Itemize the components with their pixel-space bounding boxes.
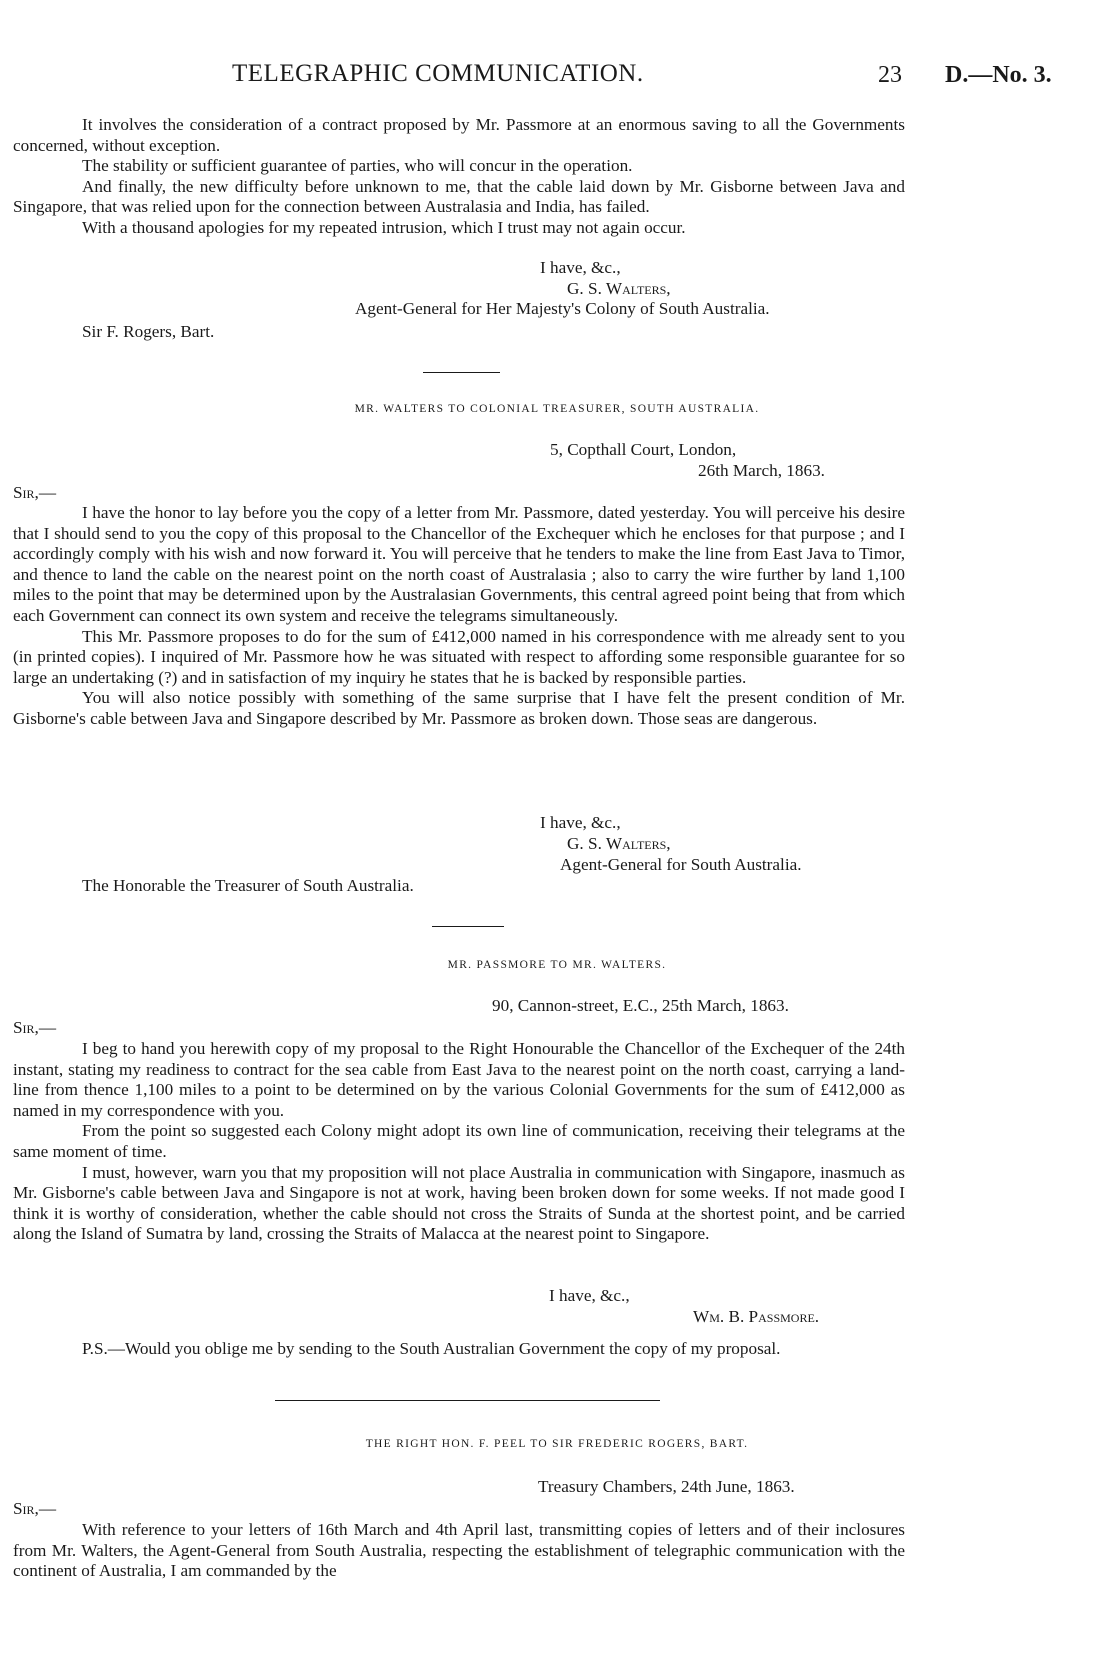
letter3-paragraph: From the point so suggested each Colony might adopt its own line of communication, receiving their telegrams at the same moment of time.	[13, 1121, 905, 1161]
letter2-signature-title: Agent-General for South Australia.	[560, 855, 802, 874]
letter3-paragraph: I beg to hand you herewith copy of my proposal to the Right Honourable the Chancellor of the Exchequer of the 24th instant, stating my readiness to contract for the sea cable from East Java to the nearest point on the north coast, carrying a land-line from thence 1,100 miles to a point to be determined on by the various Colonial Governments for the sum of £412,000 as named in my correspondence with you.	[13, 1039, 905, 1120]
letter1-addressee: Sir F. Rogers, Bart.	[82, 322, 215, 341]
letter1-signature-title: Agent-General for Her Majesty's Colony of South Australia.	[355, 299, 770, 318]
section-divider	[432, 926, 504, 927]
letter3-closing: I have, &c.,	[549, 1286, 630, 1305]
letter2-addressee: The Honorable the Treasurer of South Australia.	[82, 876, 414, 895]
letter3-postscript	[13, 1339, 905, 1360]
letter2-closing: I have, &c.,	[540, 813, 621, 832]
letter2-date: 26th March, 1863.	[698, 461, 825, 480]
letter1-signature: G. S. Walters,	[567, 279, 671, 298]
document-reference: D.—No. 3.	[945, 62, 1052, 88]
letter1-body	[13, 115, 905, 239]
letter1-paragraph: It involves the consideration of a contract proposed by Mr. Passmore at an enormous saving to all the Governments concerned, without exception.	[13, 115, 905, 155]
letter2-body	[13, 503, 905, 730]
letter2-paragraph: This Mr. Passmore proposes to do for the sum of £412,000 named in his correspondence with me already sent to you (in printed copies). I inquired of Mr. Passmore how he was situated with respect to affording some responsible guarantee for so large an undertaking (?) and in satisfaction of my inquiry he states that he is backed by responsible parties.	[13, 626, 905, 687]
postscript-text: P.S.—Would you oblige me by sending to the South Australian Government the copy of my proposal.	[82, 1339, 781, 1358]
letter1-paragraph: And finally, the new difficulty before unknown to me, that the cable laid down by Mr. Gisborne between Java and Singapore, that was relied upon for the connection between Australasia and India, has failed.	[13, 176, 905, 217]
section-divider	[423, 372, 500, 373]
running-title: TELEGRAPHIC COMMUNICATION.	[232, 60, 644, 87]
section-divider	[275, 1400, 660, 1401]
letter2-heading: MR. WALTERS TO COLONIAL TREASURER, SOUTH AUSTRALIA.	[354, 403, 760, 415]
letter1-closing: I have, &c.,	[540, 258, 621, 277]
letter2-signature: G. S. Walters,	[567, 834, 671, 853]
letter3-signature: Wm. B. Passmore.	[693, 1307, 820, 1326]
letter4-salutation: Sir,—	[13, 1499, 57, 1518]
letter4-paragraph: With reference to your letters of 16th March and 4th April last, transmitting copies of letters and of their inclosures from Mr. Walters, the Agent-General from South Australia, respecting the establishment of telegraphic communication with the continent of Australia, I am commanded by the	[13, 1520, 905, 1581]
letter1-paragraph: With a thousand apologies for my repeated intrusion, which I trust may not again occur.	[82, 217, 686, 237]
letter2-paragraph: I have the honor to lay before you the copy of a letter from Mr. Passmore, dated yesterday. You will perceive his desire that I should send to you the copy of this proposal to the Chancellor of the Exchequer which he encloses for that purpose ; and I accordingly comply with his wish and now forward it. You will perceive that he tenders to make the line from East Java to Timor, and thence to land the cable on the nearest point on the north coast of Australasia ; also to carry the wire further by land 1,100 miles to the point that may be determined upon by the Australasian Governments, this central agreed point being that from which each Government can connect its own system and receive the telegrams simultaneously.	[13, 503, 905, 625]
letter2-salutation: Sir,—	[13, 483, 57, 502]
letter1-paragraph: The stability or sufficient guarantee of parties, who will concur in the operation.	[82, 156, 633, 176]
letter3-heading: MR. PASSMORE TO MR. WALTERS.	[447, 959, 667, 971]
letter3-paragraph: I must, however, warn you that my proposition will not place Australia in communication with Singapore, inasmuch as Mr. Gisborne's cable between Java and Singapore is not at work, having been broken down for some weeks. If not made good I think it is worthy of consideration, whether the cable should not cross the Straits of Sunda at the shortest point, and be carried along the Island of Sumatra by land, crossing the Straits of Malacca at the nearest point to Singapore.	[13, 1162, 905, 1244]
letter2-paragraph: You will also notice possibly with something of the same surprise that I have felt the present condition of Mr. Gisborne's cable between Java and Singapore described by Mr. Passmore as broken down. Those seas are dangerous.	[13, 688, 905, 728]
letter4-heading: THE RIGHT HON. F. PEEL TO SIR FREDERIC ROGERS, BART.	[365, 1438, 749, 1450]
letter3-salutation: Sir,—	[13, 1018, 57, 1037]
letter3-body	[13, 1039, 905, 1245]
page-number: 23	[878, 62, 902, 88]
letter4-body	[13, 1520, 905, 1582]
letter3-address-date: 90, Cannon-street, E.C., 25th March, 1863.	[492, 996, 789, 1015]
letter2-address: 5, Copthall Court, London,	[550, 440, 737, 459]
letter4-address-date: Treasury Chambers, 24th June, 1863.	[538, 1477, 795, 1496]
